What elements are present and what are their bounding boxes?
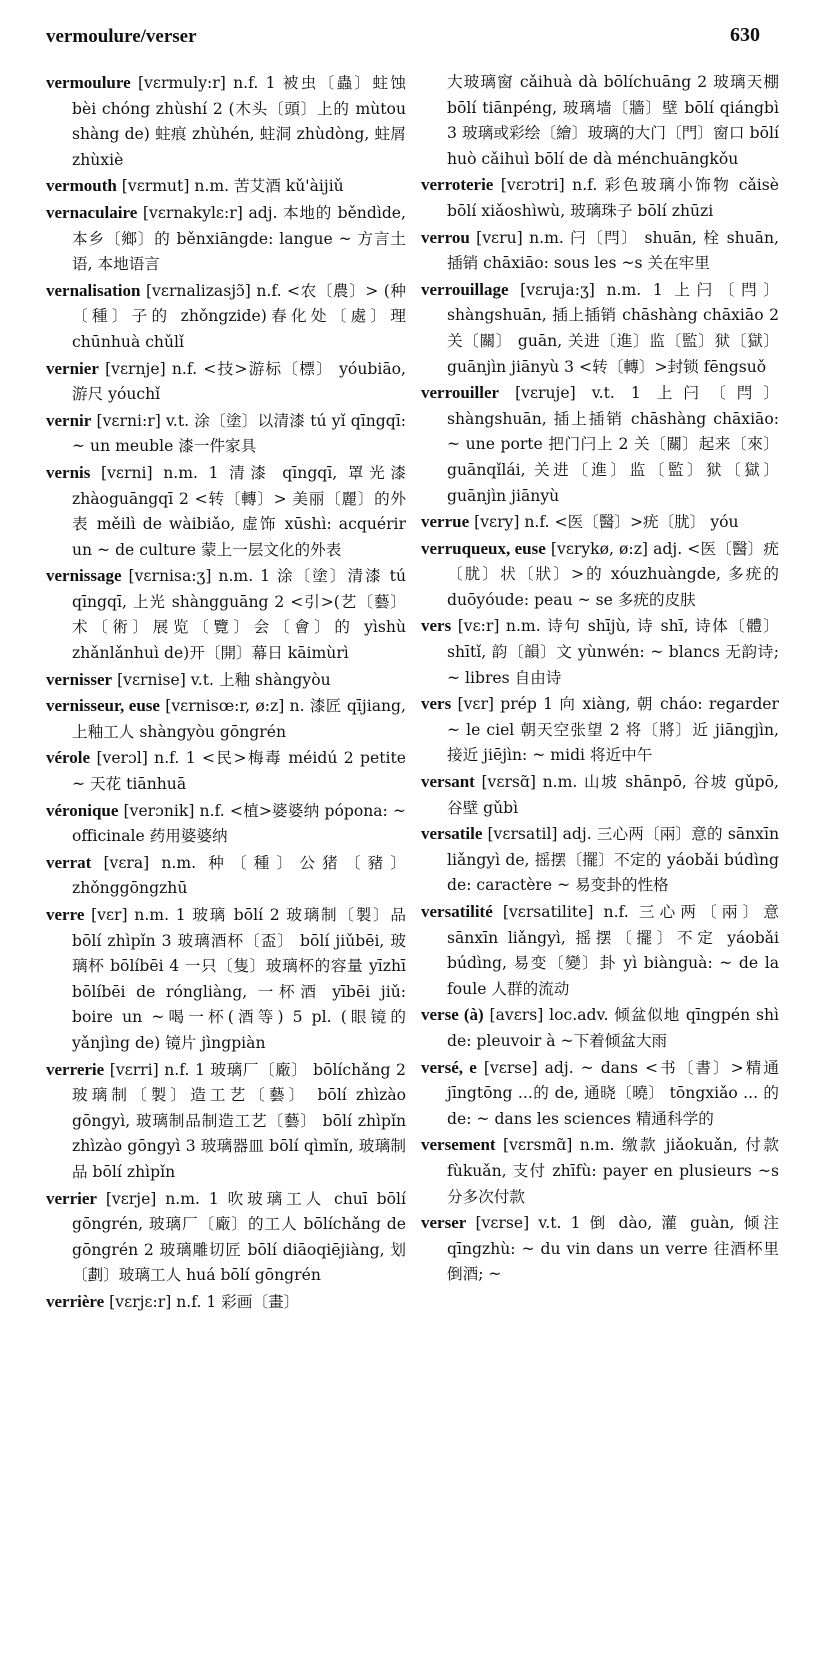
entry-definition: [vɛrje] n.m. 1 吹玻璃工人 chuī bōlí gōngrén, 玻璃厂〔廠〕的工人 bōlíchǎng de gōngrén 2 玻璃雕切匠 bōlí diāoqiējiàng, 划〔劃〕玻璃工人 huá bōlí gōngrén: [72, 1189, 406, 1285]
entry-headword: versatilité: [421, 902, 493, 921]
dictionary-entry: [46, 460, 406, 563]
entry-headword: verroterie: [421, 175, 494, 195]
entry-definition: [vɛrmuly:r] n.f. 1 被虫〔蟲〕蛀蚀 bèi chóng zhùshí 2 (木头〔頭〕上的 mùtou shàng de) 蛀痕 zhùhén, 蛀洞 zhùdòng, 蛀屑 zhùxiè: [72, 74, 406, 169]
entry-definition: [verɔnik] n.f. <植>婆婆纳 pópona: ~ officinale 药用婆婆纳: [72, 801, 406, 846]
guide-words: vermoulure/verser: [46, 26, 197, 47]
entry-headword: vernissage: [46, 566, 122, 586]
dictionary-entry: [46, 1057, 406, 1186]
dictionary-entry: [46, 850, 406, 902]
dictionary-entry: [421, 509, 779, 536]
entry-headword: vermouth: [46, 176, 117, 196]
dictionary-entry: [46, 798, 406, 850]
entry-headword: versant: [421, 772, 475, 792]
left-column: [46, 70, 406, 1316]
dictionary-entry: [421, 380, 779, 509]
entry-headword: vernier: [46, 358, 99, 378]
entry-headword: verrat: [46, 852, 92, 872]
dictionary-entry: [421, 1002, 779, 1054]
dictionary-entry: [46, 902, 406, 1057]
entry-definition: [vɛrɔtri] n.f. 彩色玻璃小饰物 cǎisè bōlí xiǎoshìwù, 玻璃珠子 bōlí zhūzi: [447, 176, 779, 220]
dictionary-entry: [46, 200, 406, 278]
entry-headword: verrouiller: [421, 383, 500, 403]
entry-headword: vers: [421, 694, 452, 714]
entry-definition: [vɛrnalizasjɔ̃] n.f. <农〔農〕> (种〔種〕子的 zhǒngzide)春化处〔處〕理 chūnhuà chǔlǐ: [72, 281, 406, 351]
entry-headword: véronique: [46, 800, 119, 820]
dictionary-entry: [421, 172, 779, 224]
entry-definition: [vɛrnakylɛ:r] adj. 本地的 běndìde, 本乡〔鄉〕的 běnxiāngde: langue ~ 方言土语, 本地语言: [72, 203, 406, 274]
entry-definition: [vɛrykø, ø:z] adj. <医〔醫〕疣〔肬〕状〔狀〕>的 xóuzhuàngde, 多疣的 duōyóude: peau ~ se 多疣的皮肤: [447, 539, 779, 609]
entry-headword: verse (à): [421, 1005, 484, 1025]
entry-headword: verrerie: [46, 1059, 105, 1079]
entry-definition: [vɛrsmɑ̃] n.m. 缴款 jiǎokuǎn, 付款 fùkuǎn, 支付 zhīfù: payer en plusieurs ~s 分多次付款: [447, 1136, 779, 1206]
entry-definition: [vɛrni] n.m. 1 清漆 qīngqī, 罩光漆 zhàoguāngqī 2 <转〔轉〕> 美丽〔麗〕的外表 měilì de wàibiǎo, 虚饰 xūshì: acquérir un ~ de culture 蒙上一层文化的外表: [72, 463, 406, 559]
entry-definition: [vɛrnise] v.t. 上釉 shàngyòu: [117, 670, 331, 689]
entry-definition: [vɛrsatilite] n.f. 三心两〔兩〕意 sānxīn liǎngyì, 摇摆〔擺〕不定 yáobǎi búdìng, 易变〔變〕卦 yì biànguà: ~ de la foule 人群的流动: [447, 903, 779, 998]
entry-headword: versement: [421, 1135, 496, 1155]
entry-definition: [vɛrse] v.t. 1 倒 dào, 灌 guàn, 倾注 qīngzhù: ~ du vin dans un verre 往酒杯里倒酒; ~: [447, 1214, 779, 1284]
page-number: 630: [730, 24, 760, 46]
entry-definition: [vɛ:r] n.m. 诗句 shījù, 诗 shī, 诗体〔體〕 shītǐ, 韵〔韻〕文 yùnwén: ~ blancs 无韵诗; ~ libres 自由诗: [447, 617, 779, 687]
right-column: [421, 70, 779, 1288]
dictionary-entry: [421, 225, 779, 277]
dictionary-entry: [46, 278, 406, 356]
dictionary-entry: [421, 769, 779, 821]
entry-definition: [vɛry] n.f. <医〔醫〕>疣〔肬〕 yóu: [474, 513, 739, 532]
dictionary-entry: [421, 277, 779, 380]
entry-headword: versé, e: [421, 1057, 477, 1077]
entry-headword: vernalisation: [46, 280, 141, 300]
entry-headword: verre: [46, 905, 85, 924]
entry-definition: [vɛrnisœ:r, ø:z] n. 漆匠 qījiang, 上釉工人 shàngyòu gōngrén: [72, 697, 406, 741]
dictionary-entry: [421, 821, 779, 899]
entry-definition: [vɛrse] adj. ~ dans <书〔書〕>精通 jīngtōng ...的 de, 通晓〔曉〕 tōngxiǎo ... 的 de: ~ dans les sciences 精通科学的: [447, 1058, 779, 1128]
entry-headword: verrier: [46, 1188, 97, 1208]
entry-headword: verrue: [421, 512, 470, 532]
dictionary-entry: [46, 667, 406, 694]
continued-entry-text: 大玻璃窗 cǎihuà dà bōlíchuāng 2 玻璃天棚 bōlí tiānpéng, 玻璃墙〔牆〕壁 bōlí qiángbì 3 玻璃或彩绘〔繪〕玻璃的大门〔門〕窗口 bōlí huò cǎihuì bōlí de dà ménchuāngkǒu: [447, 73, 779, 168]
dictionary-entry: [46, 745, 406, 797]
dictionary-entry: [46, 356, 406, 408]
entry-headword: vers: [421, 616, 452, 636]
entry-headword: vernaculaire: [46, 202, 138, 222]
entry-definition: [verɔl] n.f. 1 <民>梅毒 méidú 2 petite ~ 天花 tiānhuā: [72, 749, 406, 794]
dictionary-entry: [46, 1186, 406, 1289]
dictionary-entry: [46, 408, 406, 460]
dictionary-entry: [46, 173, 406, 200]
entry-definition: [vɛr] prép 1 向 xiàng, 朝 cháo: regarder ~ le ciel 朝天空张望 2 将〔將〕近 jiāngjìn, 接近 jiējìn: ~ midi 将近中午: [447, 695, 779, 765]
entry-definition: [vɛrnisa:ʒ] n.m. 1 涂〔塗〕清漆 tú qīngqī, 上光 shàngguāng 2 <引>(艺〔藝〕术〔術〕展览〔覽〕会〔會〕的 yìshù zhǎnlǎnhuì de)开〔開〕幕日 kāimùrì: [72, 567, 406, 663]
entry-definition: [vɛrmut] n.m. 苦艾酒 kǔ'àijiǔ: [121, 177, 344, 196]
dictionary-entry: [421, 691, 779, 769]
entry-definition: [vɛrni:r] v.t. 涂〔塗〕以清漆 tú yǐ qīngqī: ~ un meuble 漆一件家具: [72, 411, 406, 456]
dictionary-entry: [421, 1132, 779, 1210]
dictionary-entry: [46, 693, 406, 745]
entry-headword: vernir: [46, 410, 92, 430]
entry-definition: [vɛruje] v.t. 1 上闩〔閂〕 shàngshuān, 插上插销 chāshàng chāxiāo: ~ une porte 把门闩上 2 关〔關〕起来〔來〕 guānqǐlái, 关进〔進〕监〔監〕狱〔獄〕 guānjìn jiānyù: [447, 384, 779, 505]
entry-definition: [vɛrnje] n.f. <技>游标〔標〕 yóubiāo, 游尺 yóuchǐ: [72, 359, 406, 404]
entry-definition: [vɛrsatil] adj. 三心两〔兩〕意的 sānxīn liǎngyì de, 摇摆〔擺〕不定的 yáobǎi búdìng de: caractère ~ 易变卦的性格: [447, 825, 779, 895]
entry-headword: vernisseur, euse: [46, 696, 160, 716]
dictionary-entry: [421, 899, 779, 1002]
entry-headword: verruqueux, euse: [421, 538, 546, 558]
entry-definition: [vɛr] n.m. 1 玻璃 bōlí 2 玻璃制〔製〕品 bōlí zhìpǐn 3 玻璃酒杯〔盃〕 bōlí jiǔbēi, 玻璃杯 bōlíbēi 4 一只〔隻〕玻璃杯的容量 yīzhī bōlíbēi de róngliàng, 一杯酒 yībēi jiǔ: boire un ~喝一杯(酒等) 5 pl. (眼镜的 yǎnjìng de) 镜片 jìngpiàn: [72, 906, 406, 1052]
dictionary-entry: [421, 613, 779, 691]
dictionary-entry: [46, 70, 406, 173]
dictionary-entry: [421, 536, 779, 614]
entry-headword: verser: [421, 1213, 467, 1233]
entry-definition: [vɛru] n.m. 闩〔閂〕 shuān, 栓 shuān, 插销 chāxiāo: sous les ~s 关在牢里: [447, 228, 779, 273]
entry-headword: vermoulure: [46, 73, 131, 92]
entry-headword: vernisser: [46, 669, 113, 689]
entry-headword: verrouillage: [421, 279, 509, 299]
entry-definition: [vɛrri] n.f. 1 玻璃厂〔廠〕 bōlíchǎng 2 玻璃制〔製〕造工艺〔藝〕 bōlí zhìzào gōngyì, 玻璃制品制造工艺〔藝〕 bōlí zhìpǐn zhìzào gōngyì 3 玻璃器皿 bōlí qìmǐn, 玻璃制品 bōlí zhìpǐn: [72, 1060, 406, 1181]
entry-headword: vérole: [46, 748, 91, 768]
dictionary-entry: [46, 1289, 406, 1316]
entry-headword: vernis: [46, 462, 91, 482]
dictionary-entry: [421, 1055, 779, 1133]
entry-definition: [vɛrjɛ:r] n.f. 1 彩画〔畫〕: [109, 1292, 300, 1311]
entry-headword: versatile: [421, 824, 483, 844]
entry-headword: verrou: [421, 227, 470, 247]
entry-definition: [vɛruja:ʒ] n.m. 1 上闩〔閂〕 shàngshuān, 插上插销 chāshàng chāxiāo 2 关〔關〕 guān, 关进〔進〕监〔監〕狱〔獄〕 guānjìn jiānyù 3 <转〔轉〕>封锁 fēngsuǒ: [447, 280, 779, 376]
entry-definition: [avɛrs] loc.adv. 倾盆似地 qīngpén shì de: pleuvoir à ~下着倾盆大雨: [447, 1006, 779, 1050]
entry-headword: verrière: [46, 1291, 105, 1311]
dictionary-entry: [46, 563, 406, 666]
entry-definition: [vɛrsɑ̃] n.m. 山坡 shānpō, 谷坡 gǔpō, 谷壁 gǔbì: [447, 773, 779, 817]
dictionary-entry: [421, 1210, 779, 1288]
entry-definition: [vɛra] n.m. 种〔種〕公猪〔豬〕 zhǒnggōngzhū: [72, 853, 406, 898]
